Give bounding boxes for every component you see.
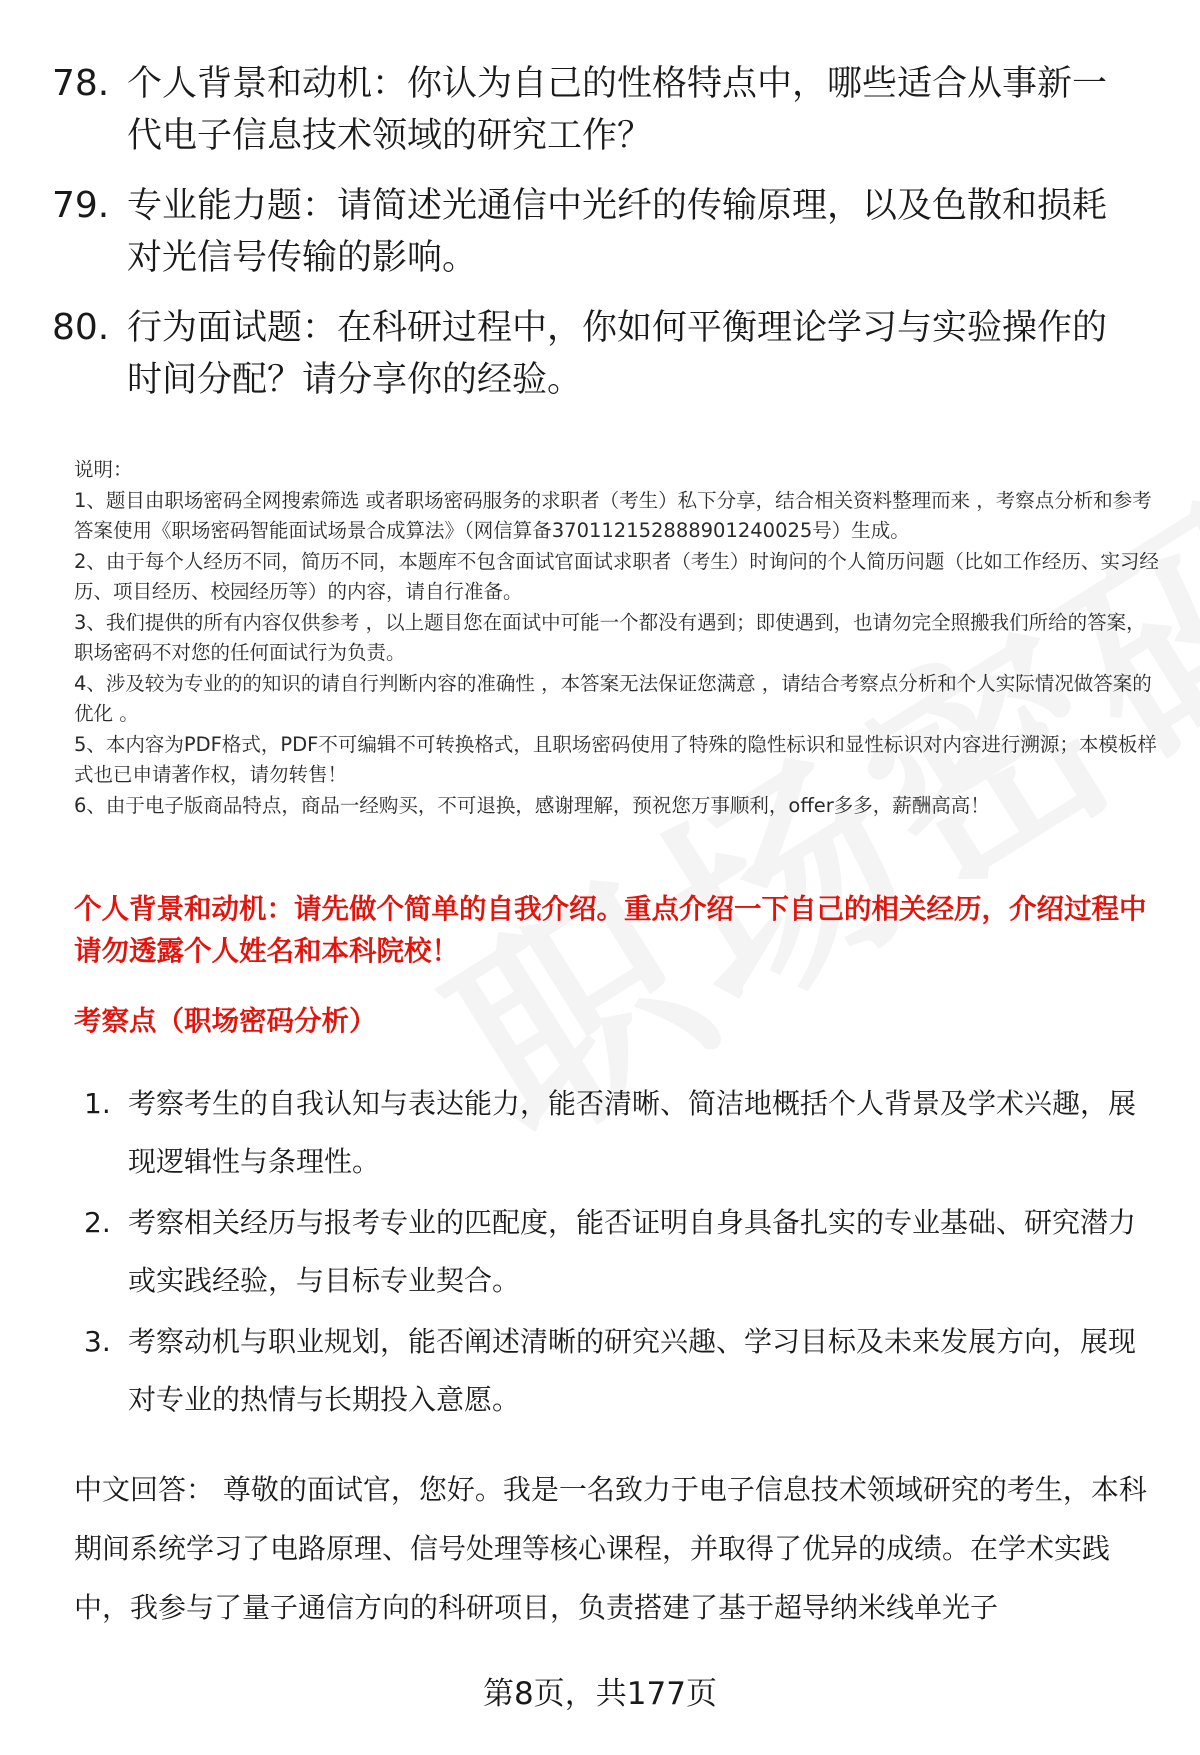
question-text: 行为面试题：在科研过程中，你如何平衡理论学习与实验操作的时间分配？请分享你的经验。 xyxy=(127,308,1108,400)
exam-point-item xyxy=(84,1075,1154,1191)
note-item: 3、我们提供的所有内容仅供参考 ，以上题目您在面试中可能一个都没有遇到；即使遇到，也请勿完全照搬我们所给的答案，职场密码不对您的任何面试行为负责。 xyxy=(74,610,1146,664)
question-item xyxy=(52,302,1152,406)
exam-point-number: 3. xyxy=(84,1325,111,1358)
exam-point-text: 考察相关经历与报考专业的匹配度，能否证明自身具备扎实的专业基础、研究潜力或实践经验，与目标专业契合。 xyxy=(128,1206,1137,1297)
page-number-footer: 第8页，共177页 xyxy=(483,1676,717,1712)
question-number: 79. xyxy=(52,185,110,226)
note-item: 6、由于电子版商品特点，商品一经购买，不可退换，感谢理解，预祝您万事顺利，offer多多，薪酬高高！ xyxy=(74,793,990,817)
question-text: 个人背景和动机：你认为自己的性格特点中，哪些适合从事新一代电子信息技术领域的研究工作？ xyxy=(127,64,1108,156)
section-subtitle: 考察点（职场密码分析） xyxy=(74,1005,377,1037)
exam-point-text: 考察动机与职业规划，能否阐述清晰的研究兴趣、学习目标及未来发展方向，展现对专业的热情与长期投入意愿。 xyxy=(128,1325,1137,1416)
exam-point-number: 2. xyxy=(84,1206,111,1239)
note-item: 5、本内容为PDF格式，PDF不可编辑不可转换格式，且职场密码使用了特殊的隐性标识和显性标识对内容进行溯源；本模板样式也已申请著作权，请勿转售！ xyxy=(74,732,1157,786)
note-item: 2、由于每个人经历不同，简历不同，本题库不包含面试官面试求职者（考生）时询问的个人简历问题（比如工作经历、实习经历、项目经历、校园经历等）的内容，请自行准备。 xyxy=(74,549,1159,603)
question-list xyxy=(52,58,1152,424)
note-item: 4、涉及较为专业的的知识的请自行判断内容的准确性 ，本答案无法保证您满意 ，请结合考察点分析和个人实际情况做答案的优化 。 xyxy=(74,671,1152,725)
answer-text: 中文回答： 尊敬的面试官，您好。我是一名致力于电子信息技术领域研究的考生，本科期间系统学习了电路原理、信号处理等核心课程，并取得了优异的成绩。在学术实践中，我参与了量子通信方向的科研项目，负责搭建了基于超导纳米线单光子 xyxy=(74,1473,1147,1624)
notes-heading: 说明： xyxy=(74,458,133,481)
note-item: 1、题目由职场密码全网搜索筛选 或者职场密码服务的求职者（考生）私下分享，结合相关资料整理而来 ，考察点分析和参考答案使用《职场密码智能面试场景合成算法》（网信算备370112152888901240025号）生成。 xyxy=(74,488,1152,542)
question-number: 78. xyxy=(52,63,110,104)
question-text: 专业能力题：请简述光通信中光纤的传输原理，以及色散和损耗对光信号传输的影响。 xyxy=(127,186,1108,278)
exam-point-number: 1. xyxy=(84,1087,111,1120)
exam-point-item xyxy=(84,1194,1154,1310)
question-item xyxy=(52,180,1152,284)
exam-point-text: 考察考生的自我认知与表达能力，能否清晰、简洁地概括个人背景及学术兴趣，展现逻辑性与条理性。 xyxy=(128,1087,1137,1178)
notes-block xyxy=(74,455,1164,821)
section-title: 个人背景和动机：请先做个简单的自我介绍。重点介绍一下自己的相关经历，介绍过程中请勿透露个人姓名和本科院校！ xyxy=(74,893,1147,967)
question-item xyxy=(52,58,1152,162)
question-number: 80. xyxy=(52,307,110,348)
exam-points-list xyxy=(84,1075,1154,1432)
exam-point-item xyxy=(84,1313,1154,1429)
